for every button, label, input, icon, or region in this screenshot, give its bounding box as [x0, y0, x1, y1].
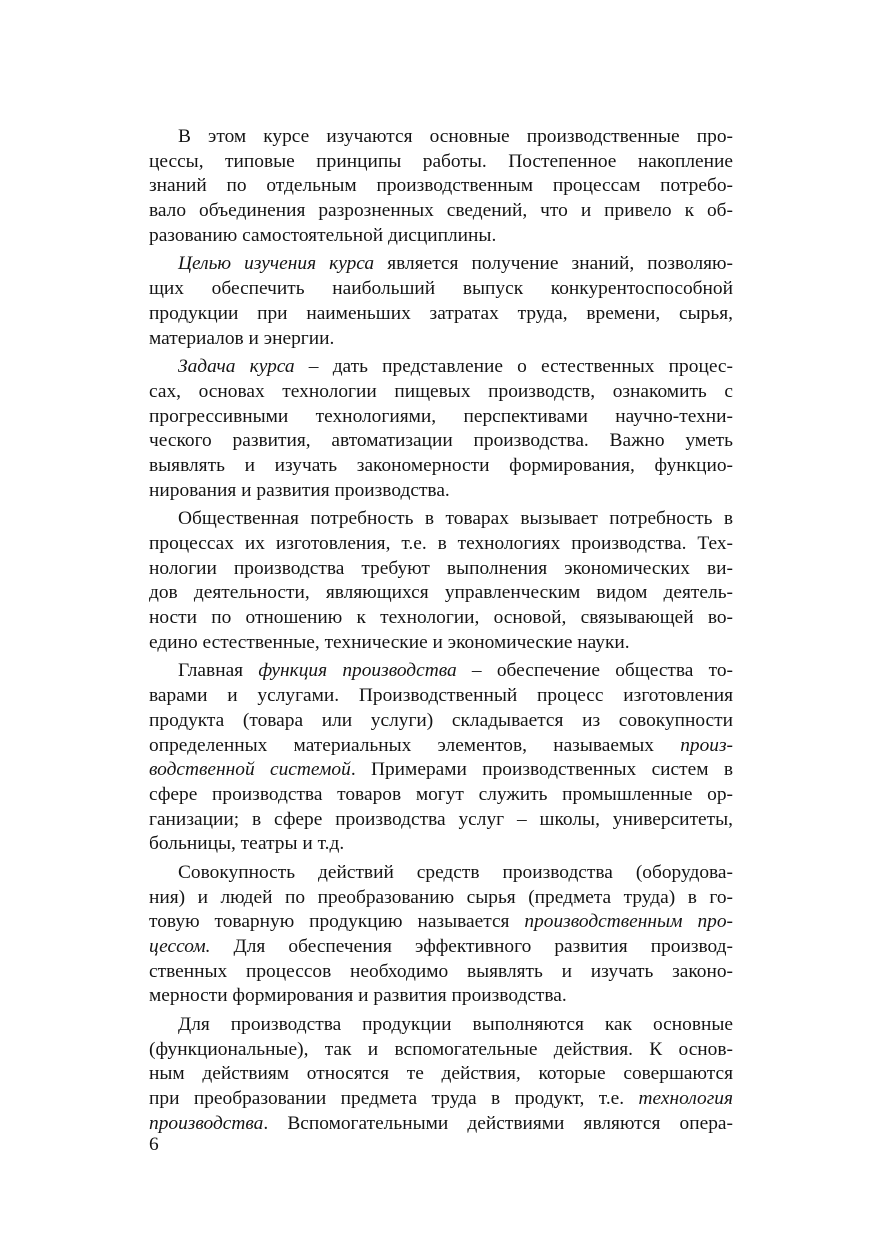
italic-term: Задача курса	[178, 356, 295, 378]
text-line	[149, 479, 733, 504]
text-line	[149, 832, 733, 857]
italic-term: производственным про-	[524, 911, 733, 933]
text-segment: едино естественные, технические и экономические науки.	[149, 631, 630, 653]
text-segment: ния) и людей по преобразованию сырья (предмета труда) в го-	[149, 886, 733, 908]
text-line	[149, 886, 733, 911]
text-segment: . Вспомогательными действиями являются опера-	[263, 1112, 733, 1134]
text-segment: В этом курсе изучаются основные производственные про-	[178, 126, 733, 147]
text-line	[149, 1062, 733, 1087]
text-line	[149, 174, 733, 199]
text-line	[149, 935, 733, 960]
text-segment: щих обеспечить наибольший выпуск конкурентоспособной	[149, 278, 733, 300]
text-segment: ности по отношению к технологии, основой, связывающей во-	[149, 607, 733, 629]
text-line	[149, 734, 733, 759]
text-line	[149, 224, 733, 249]
text-segment: продукта (товара или услуги) складывается из совокупности	[149, 709, 733, 731]
text-line	[149, 910, 733, 935]
text-segment: товую товарную продукцию называется	[149, 911, 525, 933]
text-line	[149, 199, 733, 224]
text-line	[149, 252, 733, 277]
paragraph	[149, 507, 733, 655]
text-segment: Главная	[178, 660, 259, 682]
text-segment: прогрессивными технологиями, перспективами научно-техни-	[149, 405, 733, 427]
paragraph	[149, 355, 733, 503]
text-segment: варами и услугами. Производственный процесс изготовления	[149, 685, 733, 707]
text-segment: определенных материальных элементов, называемых	[149, 734, 681, 756]
italic-term: водственной системой	[149, 759, 351, 781]
page-body	[149, 125, 733, 1137]
paragraph	[149, 125, 733, 248]
text-line	[149, 380, 733, 405]
italic-term: Целью изучения курса	[178, 253, 375, 275]
italic-term: производства	[149, 1112, 264, 1134]
paragraph	[149, 861, 733, 1009]
text-segment: больницы, театры и т.д.	[149, 833, 345, 855]
text-line	[149, 429, 733, 454]
text-line	[149, 355, 733, 380]
text-line	[149, 327, 733, 352]
paragraph	[149, 659, 733, 857]
text-segment: материалов и энергии.	[149, 327, 335, 349]
text-segment: является получение знаний, позволяю-	[374, 253, 733, 275]
text-segment: разованию самостоятельной дисциплины.	[149, 224, 497, 246]
text-segment: Для производства продукции выполняются как основные	[178, 1014, 733, 1036]
text-line	[149, 557, 733, 582]
text-line	[149, 861, 733, 886]
text-line	[149, 758, 733, 783]
text-segment: ческого развития, автоматизации производства. Важно уметь	[149, 430, 733, 452]
text-segment: ганизации; в сфере производства услуг – школы, университеты,	[149, 808, 733, 830]
text-segment: Для обеспечения эффективного развития производ-	[210, 936, 733, 957]
paragraph	[149, 252, 733, 351]
text-segment: нирования и развития производства.	[149, 479, 450, 501]
text-line	[149, 808, 733, 833]
text-segment: вало объединения разрозненных сведений, что и привело к об-	[149, 200, 733, 222]
text-line	[149, 1112, 733, 1137]
text-line	[149, 960, 733, 985]
italic-term: технология	[638, 1088, 733, 1110]
text-line	[149, 631, 733, 656]
text-line	[149, 150, 733, 175]
text-segment: дов деятельности, являющихся управленческим видом деятель-	[149, 582, 733, 604]
text-segment: Общественная потребность в товарах вызывает потребность в	[178, 508, 733, 530]
text-segment: (функциональные), так и вспомогательные действия. К основ-	[149, 1038, 733, 1060]
text-line	[149, 277, 733, 302]
text-segment: выявлять и изучать закономерности формирования, функцио-	[149, 454, 733, 476]
text-line	[149, 783, 733, 808]
text-line	[149, 581, 733, 606]
text-segment: Совокупность действий средств производства (оборудова-	[178, 861, 733, 883]
text-segment: сфере производства товаров могут служить промышленные ор-	[149, 783, 733, 805]
text-line	[149, 302, 733, 327]
page-number: 6	[149, 1134, 159, 1155]
italic-term: функция производства	[258, 660, 457, 682]
text-segment: – обеспечение общества то-	[456, 660, 733, 682]
text-line	[149, 1038, 733, 1063]
text-line	[149, 684, 733, 709]
text-segment: нологии производства требуют выполнения экономических ви-	[149, 557, 733, 579]
text-segment: при преобразовании предмета труда в продукт, т.е.	[149, 1088, 639, 1110]
text-segment: цессы, типовые принципы работы. Постепенное накопление	[149, 150, 733, 172]
text-segment: ственных процессов необходимо выявлять и изучать законо-	[149, 960, 733, 982]
text-segment: – дать представление о естественных процес-	[294, 356, 733, 378]
text-line	[149, 125, 733, 150]
text-segment: процессах их изготовления, т.е. в технологиях производства. Тех-	[149, 533, 733, 554]
text-line	[149, 709, 733, 734]
text-segment: продукции при наименьших затратах труда, времени, сырья,	[149, 302, 733, 324]
italic-term: произ-	[680, 734, 733, 756]
text-line	[149, 1013, 733, 1038]
text-segment: ным действиям относятся те действия, которые совершаются	[149, 1063, 733, 1085]
text-line	[149, 659, 733, 684]
text-line	[149, 507, 733, 532]
text-line	[149, 1087, 733, 1112]
text-line	[149, 405, 733, 430]
text-segment: сах, основах технологии пищевых производств, ознакомить с	[149, 380, 733, 402]
italic-term: цессом.	[149, 936, 211, 957]
text-segment: . Примерами производственных систем в	[350, 759, 733, 781]
text-line	[149, 532, 733, 557]
text-segment: знаний по отдельным производственным процессам потребо-	[149, 175, 733, 197]
paragraph	[149, 1013, 733, 1136]
text-segment: мерности формирования и развития производства.	[149, 985, 567, 1007]
text-line	[149, 454, 733, 479]
text-line	[149, 606, 733, 631]
text-line	[149, 984, 733, 1009]
